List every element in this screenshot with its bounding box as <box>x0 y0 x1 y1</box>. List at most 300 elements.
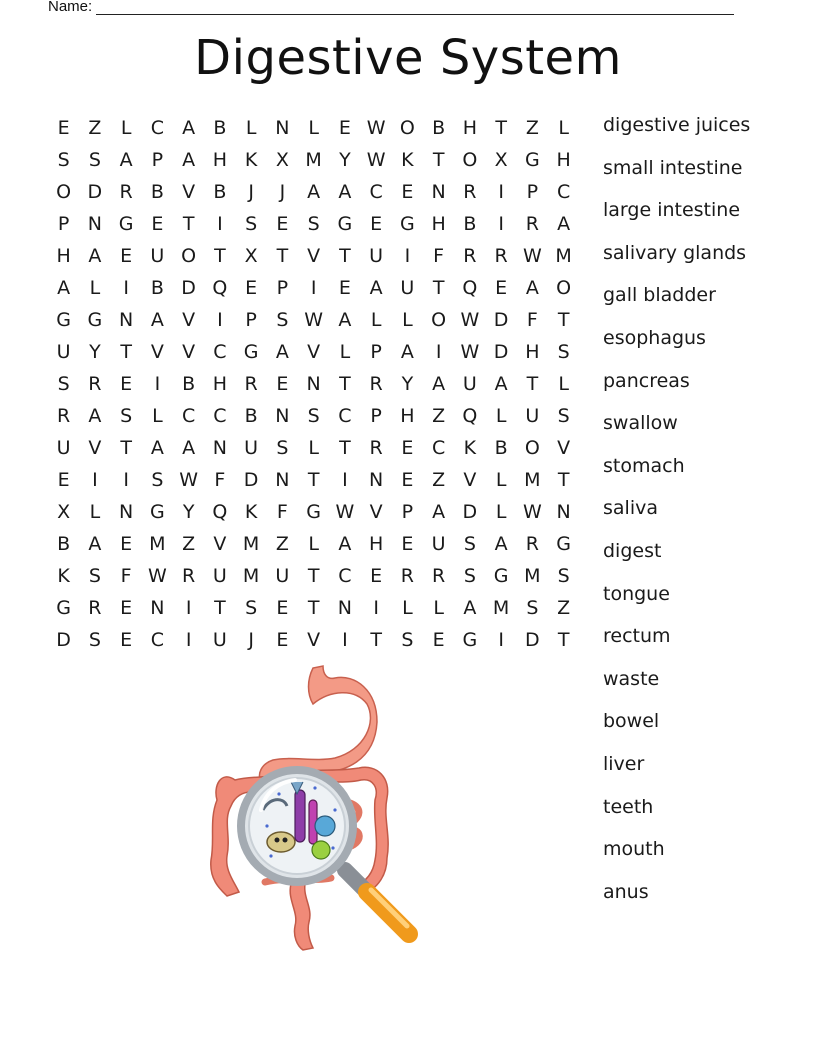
grid-letter: I <box>310 277 317 299</box>
grid-letter: Q <box>212 501 228 523</box>
grid-letter: Z <box>88 117 102 139</box>
grid-letter: D <box>87 181 103 203</box>
grid-letter: C <box>150 117 165 139</box>
grid-letter: U <box>462 373 477 395</box>
grid-letter: S <box>151 469 164 491</box>
grid-letter: C <box>338 405 352 427</box>
grid-letter: M <box>242 533 260 555</box>
grid-letter: I <box>342 629 348 651</box>
name-label: Name: <box>48 0 93 15</box>
word-list-item: stomach <box>603 454 685 477</box>
grid-letter: E <box>338 117 351 139</box>
grid-letter: V <box>557 437 571 459</box>
grid-letter: W <box>147 565 167 587</box>
word-list-item: waste <box>603 667 660 690</box>
word-list-item: pancreas <box>603 369 690 392</box>
grid-letter: R <box>463 245 477 267</box>
grid-letter: W <box>179 469 199 491</box>
grid-letter: X <box>57 501 71 523</box>
grid-letter: A <box>338 533 352 555</box>
grid-letter: X <box>494 149 508 171</box>
grid-letter: L <box>558 373 569 395</box>
grid-letter: H <box>400 405 415 427</box>
grid-letter: G <box>243 341 259 363</box>
grid-letter: M <box>555 245 572 267</box>
grid-letter: V <box>307 629 321 651</box>
word-list-item: digestive juices <box>603 114 751 136</box>
grid-letter: V <box>88 437 102 459</box>
grid-letter: G <box>56 597 71 619</box>
grid-letter: N <box>431 181 446 203</box>
grid-letter: W <box>522 501 542 523</box>
grid-letter: I <box>498 629 504 651</box>
grid-letter: Y <box>89 341 101 363</box>
grid-letter: B <box>213 181 227 203</box>
grid-letter: L <box>89 501 101 523</box>
grid-letter: P <box>151 149 164 171</box>
grid-letter: R <box>182 565 196 587</box>
grid-letter: R <box>525 533 539 555</box>
grid-letter: Y <box>339 149 351 171</box>
grid-letter: I <box>498 213 504 235</box>
grid-letter: U <box>56 437 71 459</box>
grid-letter: Y <box>401 373 414 395</box>
grid-letter: L <box>152 405 163 427</box>
grid-letter: A <box>525 277 539 299</box>
grid-letter: T <box>120 341 132 363</box>
grid-letter: J <box>279 181 286 203</box>
grid-letter: P <box>401 501 414 523</box>
grid-letter: C <box>431 437 446 459</box>
grid-letter: U <box>400 277 415 299</box>
grid-letter: U <box>244 437 259 459</box>
grid-letter: K <box>463 437 477 459</box>
grid-letter: K <box>401 149 414 171</box>
grid-letter: A <box>463 597 477 619</box>
grid-letter: U <box>212 629 227 651</box>
grid-letter: P <box>370 405 382 427</box>
grid-letter: H <box>431 213 446 235</box>
grid-letter: J <box>248 629 254 651</box>
word-list-item: small intestine <box>603 156 743 179</box>
grid-letter: K <box>244 149 258 171</box>
grid-letter: B <box>150 181 164 203</box>
grid-letter: I <box>154 373 161 395</box>
word-list-item: large intestine <box>603 199 741 222</box>
grid-letter: B <box>57 533 71 555</box>
word-list-item: tongue <box>603 582 670 605</box>
grid-letter: E <box>401 437 414 459</box>
grid-letter: T <box>307 565 320 587</box>
grid-letter: E <box>338 277 351 299</box>
word-list-item: gall bladder <box>603 284 716 307</box>
grid-letter: S <box>57 149 70 171</box>
grid-letter: R <box>369 437 383 459</box>
grid-letter: L <box>89 277 101 299</box>
grid-letter: H <box>56 245 71 267</box>
grid-letter: V <box>463 469 477 491</box>
grid-letter: B <box>432 117 446 139</box>
grid-letter: K <box>57 565 70 587</box>
grid-letter: V <box>307 341 321 363</box>
word-list-item: mouth <box>603 838 665 861</box>
grid-letter: O <box>431 309 447 331</box>
grid-letter: E <box>401 181 414 203</box>
grid-letter: W <box>460 309 480 331</box>
grid-letter: F <box>526 309 538 331</box>
grid-letter: E <box>370 213 383 235</box>
grid-letter: V <box>307 245 321 267</box>
grid-letter: F <box>214 469 226 491</box>
grid-letter: B <box>494 437 508 459</box>
grid-letter: M <box>524 469 541 491</box>
grid-letter: Y <box>182 501 195 523</box>
grid-letter: E <box>120 245 133 267</box>
grid-letter: I <box>217 213 223 235</box>
grid-letter: Z <box>557 597 571 619</box>
grid-letter: G <box>493 565 509 587</box>
grid-letter: E <box>401 469 414 491</box>
grid-letter: N <box>275 469 290 491</box>
grid-letter: S <box>88 629 101 651</box>
grid-letter: U <box>275 565 290 587</box>
grid-letter: G <box>400 213 415 235</box>
grid-letter: D <box>493 341 509 363</box>
grid-letter: O <box>556 277 572 299</box>
grid-letter: H <box>212 149 228 171</box>
grid-letter: P <box>57 213 70 235</box>
grid-letter: B <box>213 117 227 139</box>
grid-letter: T <box>339 245 351 267</box>
grid-letter: A <box>307 181 321 203</box>
grid-letter: Q <box>462 405 478 427</box>
grid-letter: I <box>123 277 129 299</box>
grid-letter: R <box>57 405 71 427</box>
grid-letter: G <box>462 629 478 651</box>
grid-letter: T <box>307 469 320 491</box>
grid-letter: S <box>245 213 258 235</box>
grid-letter: S <box>526 597 539 619</box>
grid-letter: E <box>120 373 133 395</box>
grid-letter: T <box>214 245 226 267</box>
grid-letter: A <box>119 149 133 171</box>
grid-letter: I <box>498 181 504 203</box>
grid-letter: A <box>88 533 102 555</box>
grid-letter: A <box>494 373 508 395</box>
grid-letter: I <box>373 597 379 619</box>
grid-letter: N <box>275 117 290 139</box>
grid-letter: L <box>370 309 382 331</box>
grid-letter: U <box>150 245 165 267</box>
grid-letter: L <box>308 533 319 555</box>
grid-letter: R <box>494 245 508 267</box>
grid-letter: W <box>304 309 324 331</box>
grid-letter: T <box>182 213 195 235</box>
grid-letter: S <box>88 149 101 171</box>
grid-letter: I <box>342 469 348 491</box>
grid-letter: G <box>56 309 71 331</box>
grid-letter: M <box>305 149 322 171</box>
grid-letter: E <box>276 629 289 651</box>
grid-letter: L <box>558 117 569 139</box>
grid-letter: L <box>495 501 507 523</box>
grid-letter: V <box>150 341 164 363</box>
grid-letter: R <box>400 565 414 587</box>
grid-letter: L <box>339 341 351 363</box>
grid-letter: O <box>524 437 540 459</box>
grid-letter: C <box>213 341 227 363</box>
grid-letter: V <box>213 533 227 555</box>
grid-letter: M <box>242 565 260 587</box>
grid-letter: W <box>460 341 480 363</box>
grid-letter: H <box>556 149 571 171</box>
grid-letter: S <box>120 405 133 427</box>
grid-letter: L <box>308 117 319 139</box>
grid-letter: A <box>88 245 102 267</box>
grid-letter: E <box>276 597 289 619</box>
grid-letter: R <box>244 373 258 395</box>
grid-letter: U <box>212 565 227 587</box>
grid-letter: I <box>185 597 192 619</box>
grid-letter: Z <box>275 533 289 555</box>
grid-letter: W <box>366 149 386 171</box>
grid-letter: E <box>370 565 383 587</box>
grid-letter: F <box>120 565 132 587</box>
grid-letter: H <box>525 341 540 363</box>
grid-letter: U <box>431 533 446 555</box>
grid-letter: S <box>307 405 320 427</box>
grid-letter: O <box>56 181 72 203</box>
digestive-tract-magnifier-icon <box>195 660 435 964</box>
grid-letter: M <box>492 597 510 619</box>
grid-letter: N <box>369 469 384 491</box>
grid-letter: W <box>522 245 542 267</box>
grid-letter: A <box>275 341 289 363</box>
grid-letter: E <box>120 533 133 555</box>
grid-letter: Z <box>432 469 446 491</box>
word-list-item: rectum <box>603 625 671 648</box>
grid-letter: E <box>432 629 445 651</box>
grid-letter: G <box>150 501 165 523</box>
grid-letter: A <box>182 437 196 459</box>
grid-letter: X <box>275 149 289 171</box>
grid-letter: E <box>276 373 289 395</box>
grid-letter: T <box>339 437 351 459</box>
grid-letter: C <box>150 629 165 651</box>
grid-letter: A <box>432 373 446 395</box>
grid-letter: T <box>557 629 570 651</box>
grid-letter: Z <box>432 405 446 427</box>
grid-letter: I <box>404 245 411 267</box>
grid-letter: H <box>462 117 478 139</box>
grid-letter: I <box>435 341 442 363</box>
grid-letter: S <box>557 405 570 427</box>
grid-letter: A <box>88 405 102 427</box>
grid-letter: N <box>150 597 165 619</box>
grid-letter: E <box>401 533 414 555</box>
grid-letter: O <box>181 245 197 267</box>
grid-letter: U <box>369 245 384 267</box>
grid-letter: L <box>120 117 132 139</box>
word-list-item: anus <box>603 880 649 903</box>
word-list-item: liver <box>603 752 645 775</box>
grid-letter: P <box>370 341 382 363</box>
grid-letter: A <box>182 117 196 139</box>
grid-letter: J <box>248 181 254 203</box>
grid-letter: N <box>337 597 352 619</box>
word-list-item: bowel <box>603 710 660 733</box>
grid-letter: N <box>212 437 227 459</box>
grid-letter: V <box>182 309 196 331</box>
grid-letter: E <box>57 117 70 139</box>
grid-letter: C <box>556 181 571 203</box>
grid-letter: D <box>243 469 259 491</box>
grid-letter: T <box>432 149 445 171</box>
grid-letter: G <box>556 533 571 555</box>
grid-letter: H <box>368 533 384 555</box>
grid-letter: A <box>494 533 508 555</box>
grid-letter: T <box>307 597 320 619</box>
grid-letter: T <box>495 117 507 139</box>
grid-letter: T <box>557 469 570 491</box>
grid-letter: C <box>181 405 196 427</box>
grid-letter: B <box>463 213 477 235</box>
grid-letter: N <box>87 213 102 235</box>
grid-letter: E <box>120 629 133 651</box>
grid-letter: E <box>245 277 258 299</box>
grid-letter: A <box>150 437 164 459</box>
grid-letter: B <box>150 277 164 299</box>
grid-letter: G <box>87 309 103 331</box>
grid-letter: P <box>526 181 539 203</box>
grid-letter: I <box>92 469 98 491</box>
grid-letter: L <box>495 469 507 491</box>
grid-letter: T <box>526 373 539 395</box>
grid-letter: R <box>119 181 133 203</box>
grid-letter: Q <box>212 277 228 299</box>
letter-grid <box>48 112 579 656</box>
grid-letter: D <box>525 629 540 651</box>
word-list-item: saliva <box>603 497 658 520</box>
grid-letter: N <box>306 373 321 395</box>
grid-letter: W <box>335 501 355 523</box>
grid-letter: L <box>245 117 257 139</box>
grid-letter: S <box>401 629 414 651</box>
grid-letter: E <box>276 213 289 235</box>
grid-letter: M <box>524 565 541 587</box>
grid-letter: U <box>525 405 540 427</box>
name-blank-line <box>96 0 734 15</box>
page-title: Digestive System <box>194 30 622 86</box>
grid-letter: S <box>463 565 476 587</box>
grid-letter: P <box>245 309 257 331</box>
grid-letter: H <box>212 373 228 395</box>
name-field <box>48 0 734 15</box>
grid-letter: L <box>495 405 507 427</box>
grid-letter: S <box>88 565 101 587</box>
grid-letter: E <box>151 213 164 235</box>
grid-letter: N <box>119 309 134 331</box>
word-list <box>603 104 750 913</box>
grid-letter: N <box>556 501 571 523</box>
grid-letter: U <box>56 341 71 363</box>
grid-letter: A <box>338 309 352 331</box>
grid-letter: S <box>463 533 476 555</box>
grid-letter: E <box>495 277 508 299</box>
grid-letter: C <box>338 565 352 587</box>
grid-letter: L <box>402 597 413 619</box>
grid-letter: O <box>462 149 478 171</box>
grid-letter: R <box>525 213 539 235</box>
grid-letter: S <box>307 213 320 235</box>
grid-letter: M <box>149 533 166 555</box>
grid-letter: I <box>217 309 223 331</box>
grid-letter: V <box>182 181 196 203</box>
grid-letter: A <box>369 277 383 299</box>
grid-letter: C <box>369 181 383 203</box>
grid-letter: B <box>182 373 196 395</box>
word-list-item: digest <box>603 539 662 562</box>
grid-letter: B <box>244 405 258 427</box>
grid-letter: A <box>182 149 196 171</box>
grid-letter: D <box>181 277 196 299</box>
grid-letter: T <box>276 245 289 267</box>
grid-letter: T <box>557 309 570 331</box>
grid-letter: I <box>185 629 192 651</box>
word-list-item: teeth <box>603 795 654 818</box>
grid-letter: X <box>244 245 258 267</box>
grid-letter: P <box>276 277 289 299</box>
grid-letter: I <box>123 469 129 491</box>
grid-letter: T <box>214 597 226 619</box>
grid-letter: S <box>557 565 570 587</box>
grid-letter: O <box>399 117 415 139</box>
grid-letter: Q <box>462 277 478 299</box>
grid-letter: T <box>339 373 351 395</box>
grid-letter: D <box>462 501 478 523</box>
word-list-item: salivary glands <box>603 241 747 264</box>
grid-letter: R <box>88 597 102 619</box>
grid-letter: R <box>88 373 102 395</box>
grid-letter: L <box>308 437 319 459</box>
grid-letter: R <box>432 565 446 587</box>
grid-letter: S <box>557 341 570 363</box>
grid-letter: A <box>432 501 446 523</box>
grid-letter: R <box>463 181 477 203</box>
grid-letter: F <box>276 501 288 523</box>
grid-letter: A <box>338 181 352 203</box>
grid-letter: G <box>337 213 353 235</box>
grid-letter: K <box>244 501 258 523</box>
grid-letter: V <box>182 341 196 363</box>
grid-letter: A <box>150 309 164 331</box>
grid-letter: N <box>119 501 134 523</box>
grid-letter: V <box>369 501 383 523</box>
grid-letter: C <box>213 405 227 427</box>
grid-letter: S <box>245 597 258 619</box>
grid-letter: T <box>432 277 445 299</box>
grid-letter: Z <box>182 533 196 555</box>
grid-letter: G <box>525 149 540 171</box>
grid-letter: F <box>433 245 445 267</box>
grid-letter: E <box>57 469 70 491</box>
grid-letter: W <box>366 117 386 139</box>
grid-letter: A <box>57 277 71 299</box>
grid-letter: N <box>275 405 290 427</box>
grid-letter: R <box>369 373 383 395</box>
grid-letter: S <box>57 373 70 395</box>
grid-letter: G <box>306 501 321 523</box>
